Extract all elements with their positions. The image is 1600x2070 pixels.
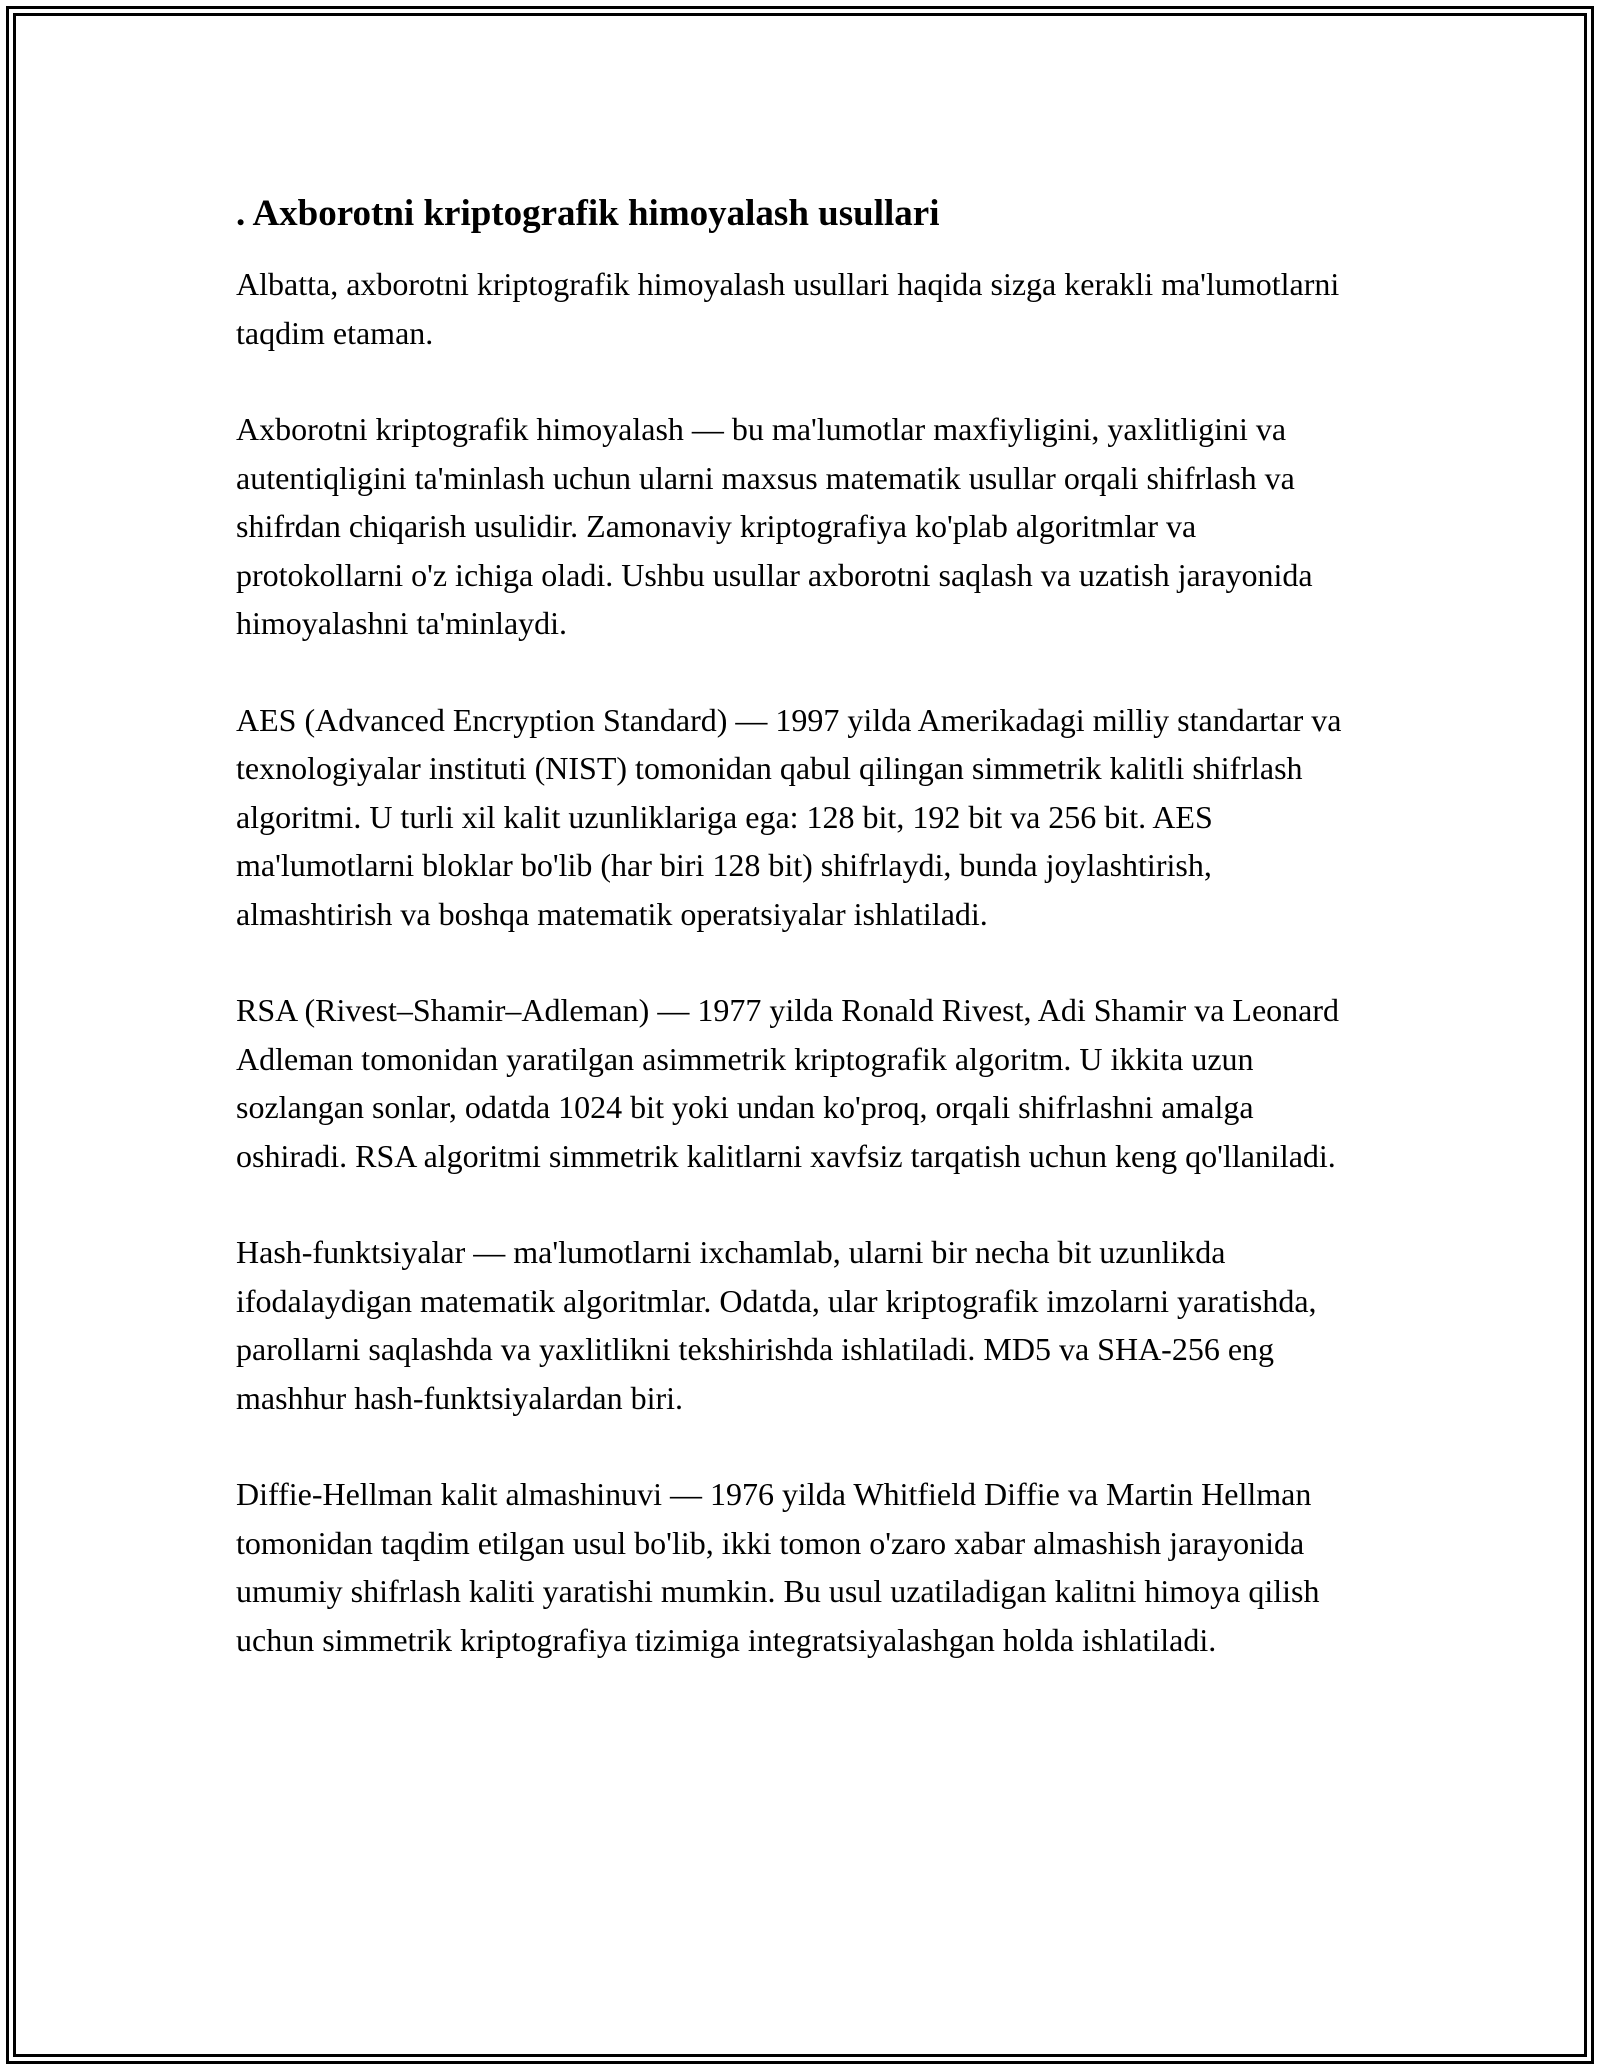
paragraph-hash-functions: Hash-funktsiyalar — ma'lumotlarni ixchamlab, ularni bir necha bit uzunlikda ifodalaydigan matematik algoritmlar. Odatda, ular kriptografik imzolarni yaratishda, parollarni saqlashda va yaxlitlikni tekshirishda ishlatiladi. MD5 va SHA-256 eng mashhur hash-funktsiyalardan biri.: [236, 1234, 1317, 1416]
paragraph-rsa: RSA (Rivest–Shamir–Adleman) — 1977 yilda Ronald Rivest, Adi Shamir va Leonard Adleman tomonidan yaratilgan asimmetrik kriptografik algoritm. U ikkita uzun sozlangan sonlar, odatda 1024 bit yoki undan ko'proq, orqali shifrlashni amalga oshiradi. RSA algoritmi simmetrik kalitlarni xavfsiz tarqatish uchun keng qo'llaniladi.: [236, 992, 1339, 1174]
document-body: [236, 186, 1356, 1712]
paragraph-intro: Albatta, axborotni kriptografik himoyalash usullari haqida sizga kerakli ma'lumotlarni taqdim etaman.: [236, 266, 1340, 351]
paragraph-definition: Axborotni kriptografik himoyalash — bu ma'lumotlar maxfiyligini, yaxlitligini va autentiqligini ta'minlash uchun ularni maxsus matematik usullar orqali shifrlash va shifrdan chiqarish usulidir. Zamonaviy kriptografiya ko'plab algoritmlar va protokollarni o'z ichiga oladi. Ushbu usullar axborotni saqlash va uzatish jarayonida himoyalashni ta'minlaydi.: [236, 411, 1313, 641]
document-title: . Axborotni kriptografik himoyalash usullari: [236, 193, 940, 234]
paragraph-diffie-hellman: Diffie-Hellman kalit almashinuvi — 1976 yilda Whitfield Diffie va Martin Hellman tomonidan taqdim etilgan usul bo'lib, ikki tomon o'zaro xabar almashish jarayonida umumiy shifrlash kaliti yaratishi mumkin. Bu usul uzatiladigan kalitni himoya qilish uchun simmetrik kriptografiya tizimiga integratsiyalashgan holda ishlatiladi.: [236, 1476, 1320, 1658]
paragraph-aes: AES (Advanced Encryption Standard) — 1997 yilda Amerikadagi milliy standartar va texnologiyalar instituti (NIST) tomonidan qabul qilingan simmetrik kalitli shifrlash algoritmi. U turli xil kalit uzunliklariga ega: 128 bit, 192 bit va 256 bit. AES ma'lumotlarni bloklar bo'lib (har biri 128 bit) shifrlaydi, bunda joylashtirish, almashtirish va boshqa matematik operatsiyalar ishlatiladi.: [236, 701, 1342, 932]
